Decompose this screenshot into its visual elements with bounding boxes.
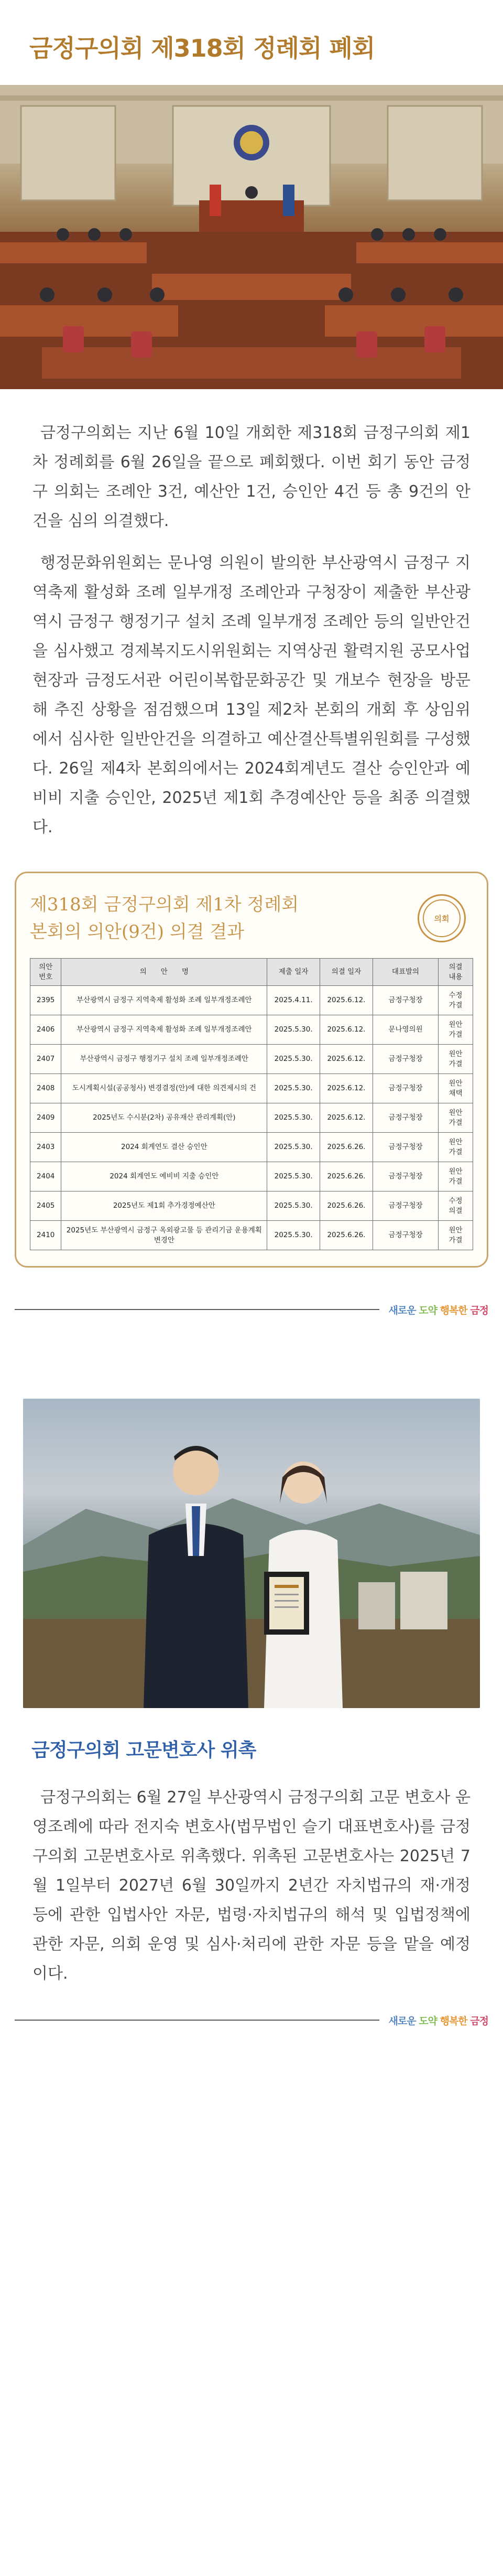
cell-bill-name: 2025년도 수시분(2차) 공유재산 관리계획(안) — [61, 1103, 267, 1133]
cell-resolved: 2025.6.12. — [320, 1015, 373, 1045]
header-submitted: 제출 일자 — [267, 959, 320, 986]
cell-bill-no: 2407 — [30, 1045, 61, 1074]
cell-submitted: 2025.5.30. — [267, 1192, 320, 1221]
cell-bill-name: 2024 회계연도 예비비 지출 승인안 — [61, 1162, 267, 1192]
article-paragraph: 행정문화위원회는 문나영 의원이 발의한 부산광역시 금정구 지역축제 활성화 조례 일부개정 조례안과 구청장이 제출한 부산광역시 금정구 행정기구 설치 조례 일부개정 조례안 등의 일반안건을 심사했고 경제복지도시위원회는 지역상권 활력지원 공모사업 현장과 금정도서관 어린이복합문화공간 및 개보수 현장을 방문해 추진 상황을 점검했으며 13일 제2차 본회의 개회 후 상임위에서 심사한 일반안건을 의결하고 예산결산특별위원회를 구성했다. 26일 제4차 본회의에서는 2024회계년도 결산 승인안과 예비비 지출 승인안, 2025년 제1회 추경예산안 등을 최종 의결했다. — [32, 554, 471, 836]
cell-bill-no: 2409 — [30, 1103, 61, 1133]
table-row — [30, 1221, 473, 1250]
cell-submitted: 2025.5.30. — [267, 1162, 320, 1192]
cell-proposer: 금정구청장 — [373, 1045, 438, 1074]
article2-paragraph: 금정구의회는 6월 27일 부산광역시 금정구의회 고문 변호사 운영조례에 따라 전지숙 변호사(법무법인 슬기 대표변호사)를 금정구의회 고문변호사로 위촉했다. 위촉된 고문변호사는 2025년 7월 1일부터 2027년 6월 30일까지 2년간 자치법규의 재·개정 등에 관한 입법사안 자문, 법령·자치법규의 해석 및 입법정책에 관한 자문, 의회 운영 및 심사·처리에 관한 자문 등을 맡을 예정이다. — [32, 1788, 471, 1983]
cell-bill-name: 2025년도 부산광역시 금정구 옥외광고물 등 관리기금 운용계획 변경안 — [61, 1221, 267, 1250]
cell-bill-name: 도시계획시설(공공청사) 변경결정(안)에 대한 의견제시의 건 — [61, 1074, 267, 1103]
cell-bill-name: 부산광역시 금정구 행정기구 설치 조례 일부개정조례안 — [61, 1045, 267, 1074]
cell-submitted: 2025.5.30. — [267, 1074, 320, 1103]
header-proposer: 대표발의 — [373, 959, 438, 986]
cell-resolved: 2025.6.12. — [320, 1045, 373, 1074]
cell-result: 원안 가결 — [439, 1015, 473, 1045]
table-row — [30, 1192, 473, 1221]
cell-result: 원안 가결 — [439, 1045, 473, 1074]
cell-result: 원안 가결 — [439, 1162, 473, 1192]
cell-proposer: 금정구청장 — [373, 1162, 438, 1192]
cell-bill-no: 2395 — [30, 986, 61, 1015]
cell-submitted: 2025.4.11. — [267, 986, 320, 1015]
cell-bill-no: 2405 — [30, 1192, 61, 1221]
cell-result: 원안 가결 — [439, 1221, 473, 1250]
cell-proposer: 금정구청장 — [373, 1192, 438, 1221]
cell-result: 원안 가결 — [439, 1103, 473, 1133]
cell-resolved: 2025.6.26. — [320, 1192, 373, 1221]
header-bill-name: 의 안 명 — [61, 959, 267, 986]
cell-resolved: 2025.6.12. — [320, 1103, 373, 1133]
cell-submitted: 2025.5.30. — [267, 1133, 320, 1162]
cell-proposer: 금정구청장 — [373, 1221, 438, 1250]
cell-proposer: 문나영의원 — [373, 1015, 438, 1045]
cell-bill-name: 2025년도 제1회 추가경정예산안 — [61, 1192, 267, 1221]
cell-bill-name: 부산광역시 금정구 지역축제 활성화 조례 일부개정조례안 — [61, 986, 267, 1015]
cell-resolved: 2025.6.12. — [320, 986, 373, 1015]
section-divider — [15, 1299, 488, 1320]
cell-proposer: 금정구청장 — [373, 1074, 438, 1103]
cell-bill-name: 부산광역시 금정구 지역축제 활성화 조례 일부개정조례안 — [61, 1015, 267, 1045]
agenda-results-table — [30, 958, 473, 1250]
cell-submitted: 2025.5.30. — [267, 1103, 320, 1133]
cell-resolved: 2025.6.26. — [320, 1221, 373, 1250]
article-title: 금정구의회 제318회 정례회 폐회 — [29, 34, 375, 62]
table-row — [30, 1103, 473, 1133]
table-row — [30, 1162, 473, 1192]
article2-title: 금정구의회 고문변호사 위촉 — [31, 1740, 256, 1761]
cell-result: 원안 가결 — [439, 1133, 473, 1162]
seal-label: 의회 — [423, 899, 461, 937]
slogan-logo: 새로운 도약 행복한 금정 — [388, 1304, 488, 1316]
council-seal-icon — [418, 894, 466, 942]
table-row — [30, 986, 473, 1015]
cell-bill-no: 2403 — [30, 1133, 61, 1162]
cell-submitted: 2025.5.30. — [267, 1221, 320, 1250]
table-row — [30, 1015, 473, 1045]
cell-submitted: 2025.5.30. — [267, 1015, 320, 1045]
results-subheading: 본회의 의안(9건) 의결 결과 — [30, 921, 245, 942]
slogan-logo: 새로운 도약 행복한 금정 — [388, 2015, 488, 2027]
cell-proposer: 금정구청장 — [373, 1103, 438, 1133]
article-paragraph: 금정구의회는 지난 6월 10일 개회한 제318회 금정구의회 제1차 정례회를 6월 26일을 끝으로 폐회했다. 이번 회기 동안 금정구 의회는 조례안 3건, 예산안 1건, 승인안 4건 등 총 9건의 안건을 심의 의결했다. — [32, 424, 471, 530]
article-body — [0, 389, 503, 842]
cell-proposer: 금정구청장 — [373, 1133, 438, 1162]
table-row — [30, 1074, 473, 1103]
cell-proposer: 금정구청장 — [373, 986, 438, 1015]
divider-line — [15, 1309, 379, 1310]
header-resolved: 의결 일자 — [320, 959, 373, 986]
section-divider — [15, 2010, 488, 2031]
appointment-photo — [23, 1399, 480, 1708]
cell-bill-no: 2406 — [30, 1015, 61, 1045]
table-row — [30, 1045, 473, 1074]
cell-resolved: 2025.6.26. — [320, 1133, 373, 1162]
table-header-row — [30, 959, 473, 986]
header-result: 의결 내용 — [439, 959, 473, 986]
divider-line — [15, 2020, 379, 2021]
cell-bill-no: 2410 — [30, 1221, 61, 1250]
cell-result: 원안 채택 — [439, 1074, 473, 1103]
header-bill-no: 의안 번호 — [30, 959, 61, 986]
cell-result: 수정 의결 — [439, 1192, 473, 1221]
cell-bill-no: 2408 — [30, 1074, 61, 1103]
article2-body — [0, 1762, 503, 1989]
cell-submitted: 2025.5.30. — [267, 1045, 320, 1074]
cell-result: 수정 가결 — [439, 986, 473, 1015]
cell-resolved: 2025.6.12. — [320, 1074, 373, 1103]
council-chamber-photo — [0, 85, 503, 389]
cell-resolved: 2025.6.26. — [320, 1162, 373, 1192]
results-box — [15, 872, 488, 1268]
cell-bill-no: 2404 — [30, 1162, 61, 1192]
results-heading: 제318회 금정구의회 제1차 정례회 — [30, 894, 299, 915]
cell-bill-name: 2024 회계연도 결산 승인안 — [61, 1133, 267, 1162]
table-row — [30, 1133, 473, 1162]
